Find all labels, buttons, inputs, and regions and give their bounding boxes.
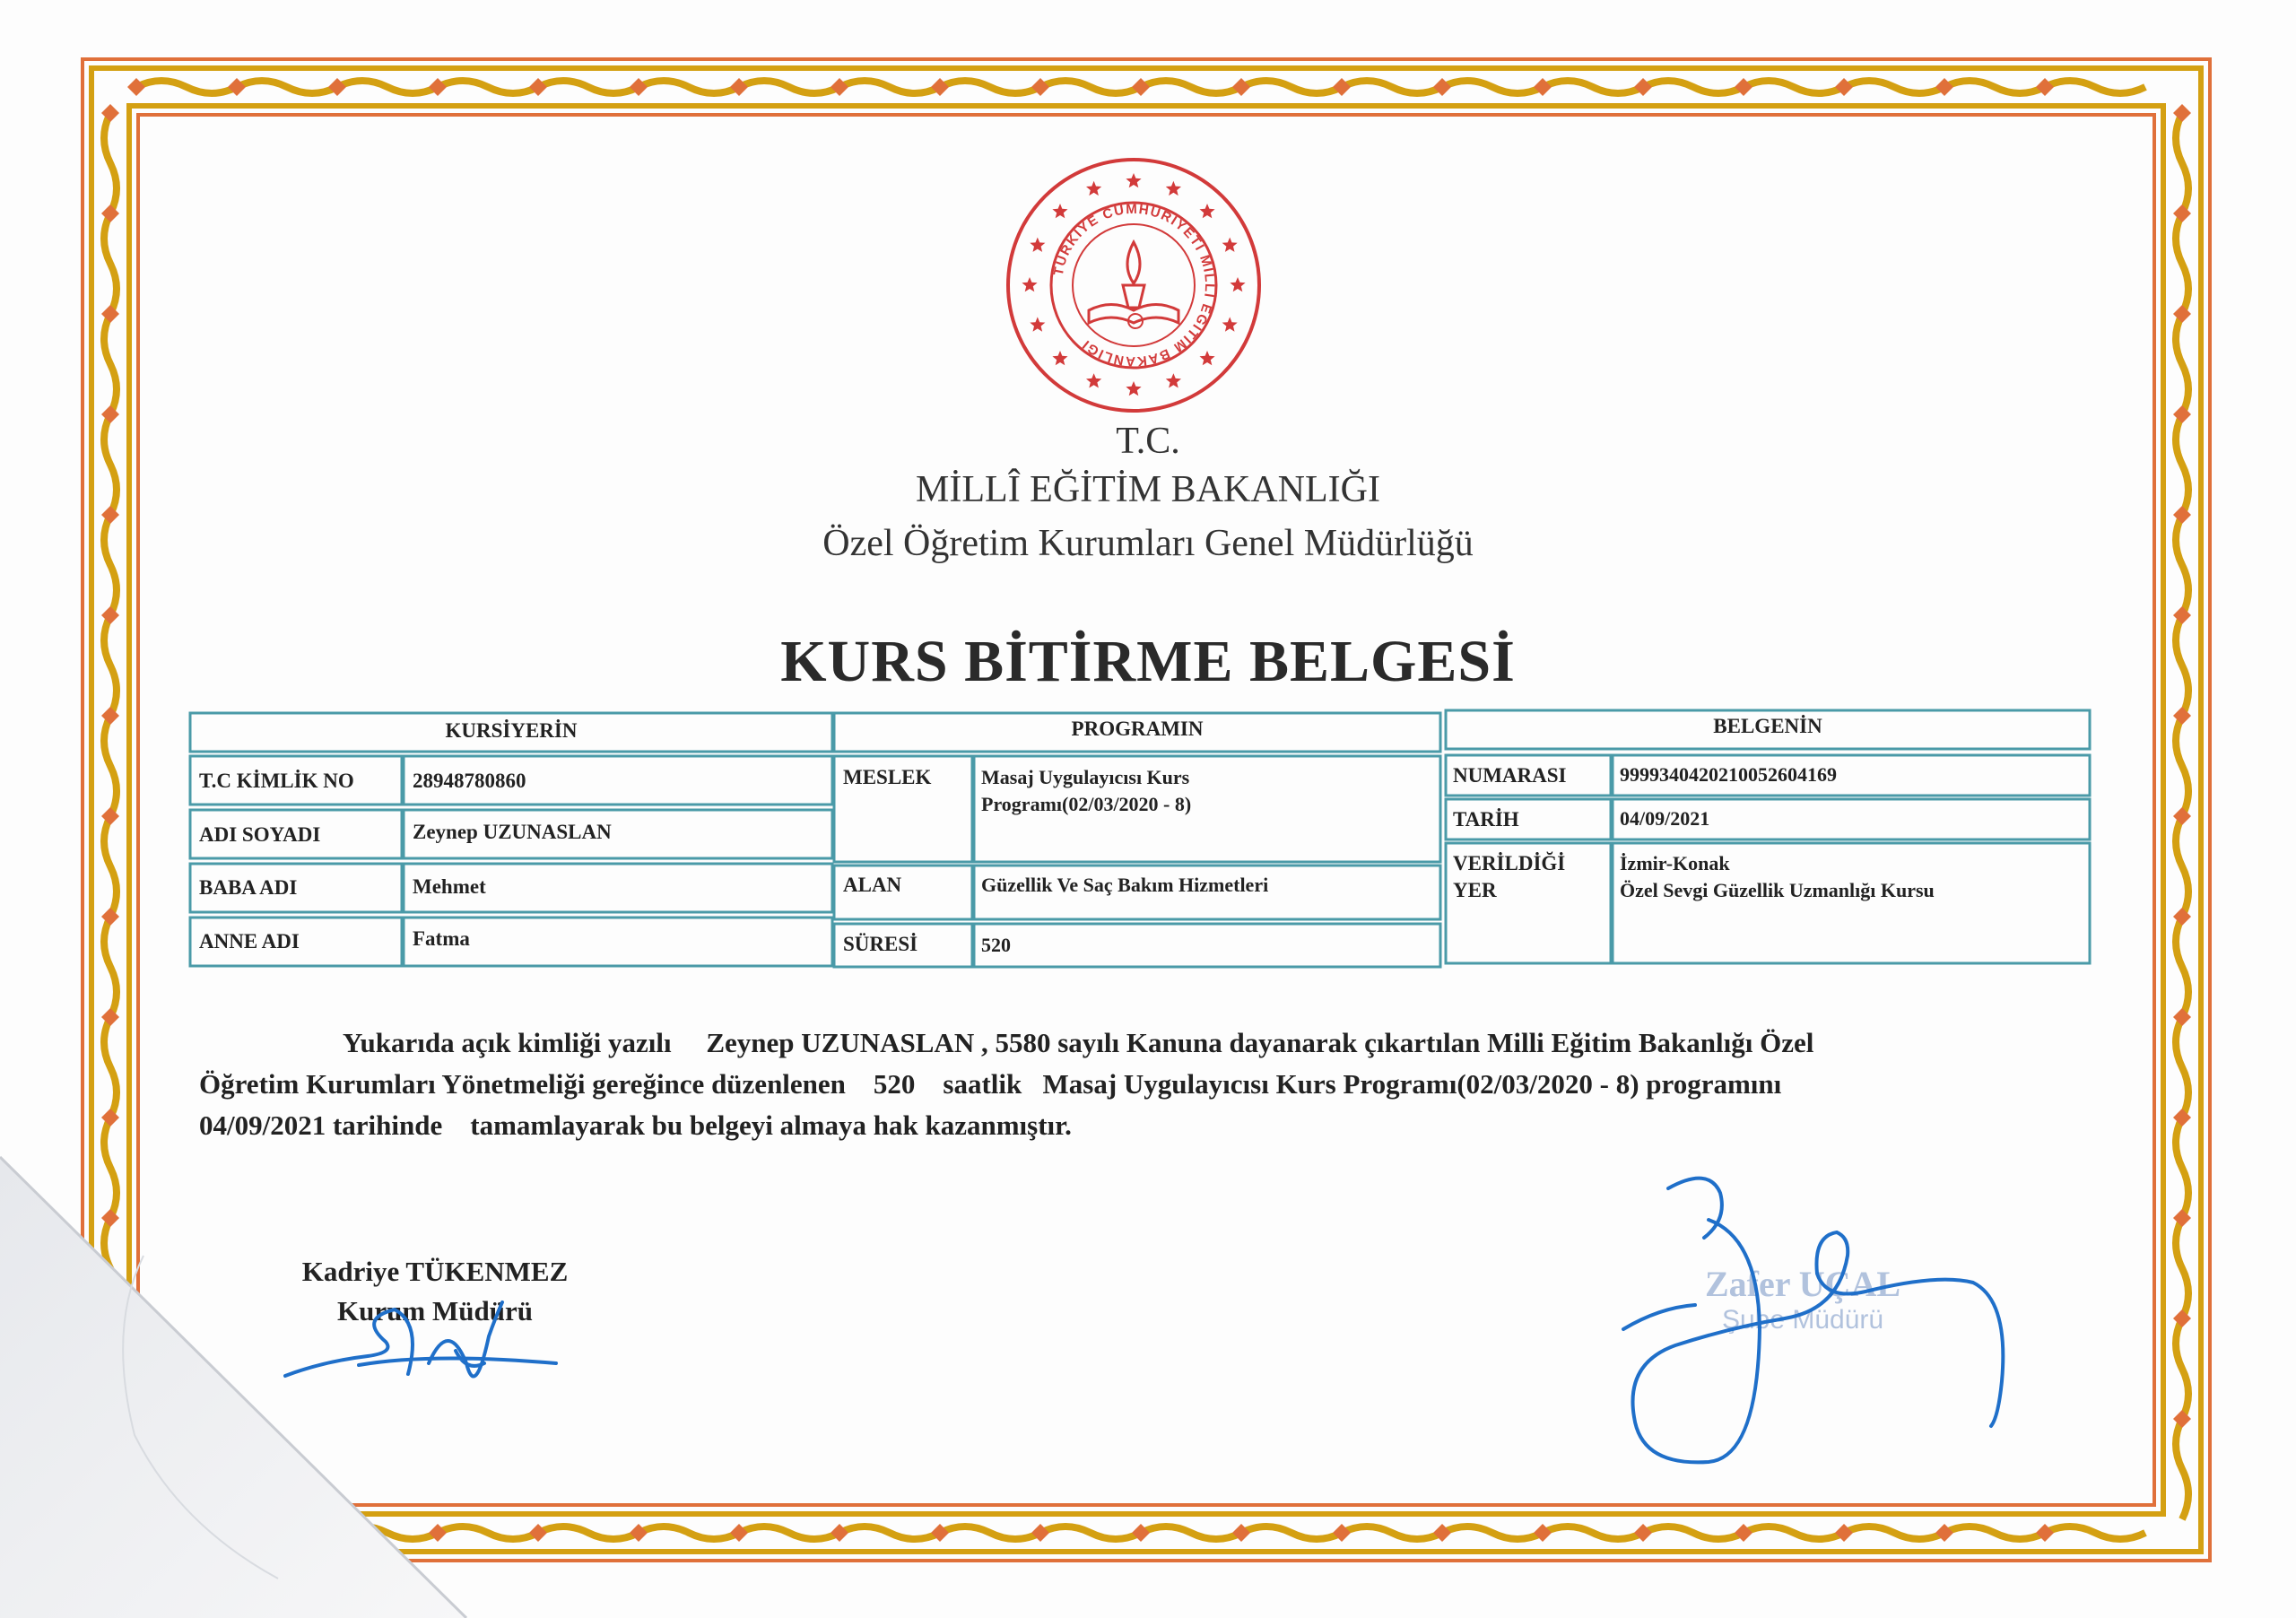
statement-line-1: Yukarıda açık kimliği yazılı Zeynep UZUNASLAN , 5580 sayılı Kanuna dayanarak çıkartılan Milli Eğitim Bakanlığı Özel <box>343 1027 1814 1058</box>
kursiyer-header: KURSİYERİN <box>445 719 578 742</box>
mother-label: ANNE ADI <box>199 930 300 953</box>
left-signatory-role: Kurum Müdürü <box>337 1295 533 1327</box>
meslek-label: MESLEK <box>843 766 932 788</box>
belge-date-value: 04/09/2021 <box>1620 807 1710 830</box>
meslek-value-line1: Masaj Uygulayıcısı Kurs <box>981 766 1190 788</box>
right-signatory-name: Zafer UÇAL <box>1704 1264 1901 1304</box>
tc-no-value: 28948780860 <box>413 770 526 792</box>
name-value: Zeynep UZUNASLAN <box>413 821 612 843</box>
belge-date-label: TARİH <box>1453 808 1519 831</box>
statement-line-2: Öğretim Kurumları Yönetmeliği gereğince düzenlenen 520 saatlik Masaj Uygulayıcısı Kurs Programı(02/03/2020 - 8) programını <box>199 1068 1782 1100</box>
sure-label: SÜRESİ <box>843 933 918 955</box>
right-signatory-role: Şube Müdürü <box>1721 1305 1884 1335</box>
belge-place-label-line2: YER <box>1453 879 1497 901</box>
belge-place-value-line2: Özel Sevgi Güzellik Uzmanlığı Kursu <box>1620 879 1935 901</box>
sure-value: 520 <box>981 934 1011 956</box>
belge-place-label-line1: VERİLDİĞİ <box>1453 852 1566 874</box>
father-label: BABA ADI <box>199 876 298 899</box>
header-directorate: Özel Öğretim Kurumları Genel Müdürlüğü <box>822 523 1474 564</box>
program-header: PROGRAMIN <box>1071 718 1204 740</box>
header-tc: T.C. <box>1116 421 1180 462</box>
belge-no-value: 9999340420210052604169 <box>1620 763 1837 786</box>
father-value: Mehmet <box>413 875 486 898</box>
left-signatory-name: Kadriye TÜKENMEZ <box>301 1256 569 1287</box>
alan-label: ALAN <box>843 874 902 896</box>
meslek-value-line2: Programı(02/03/2020 - 8) <box>981 793 1192 815</box>
statement-line-3: 04/09/2021 tarihinde tamamlayarak bu belgeyi almaya hak kazanmıştır. <box>199 1109 1072 1141</box>
belge-place-value-line1: İzmir-Konak <box>1620 852 1730 874</box>
alan-value: Güzellik Ve Saç Bakım Hizmetleri <box>981 874 1269 896</box>
belge-header: BELGENİN <box>1713 715 1822 737</box>
document-title: KURS BİTİRME BELGESİ <box>780 629 1516 694</box>
header-ministry: MİLLÎ EĞİTİM BAKANLIĞI <box>916 469 1380 510</box>
seal-text: TÜRKİYE CUMHURİYETİ MİLLÎ EĞİTİM BAKANLIĞI <box>1050 201 1218 370</box>
mother-value: Fatma <box>413 927 470 950</box>
name-label: ADI SOYADI <box>199 823 321 846</box>
belge-no-label: NUMARASI <box>1453 764 1567 787</box>
tc-no-label: T.C KİMLİK NO <box>199 770 354 792</box>
